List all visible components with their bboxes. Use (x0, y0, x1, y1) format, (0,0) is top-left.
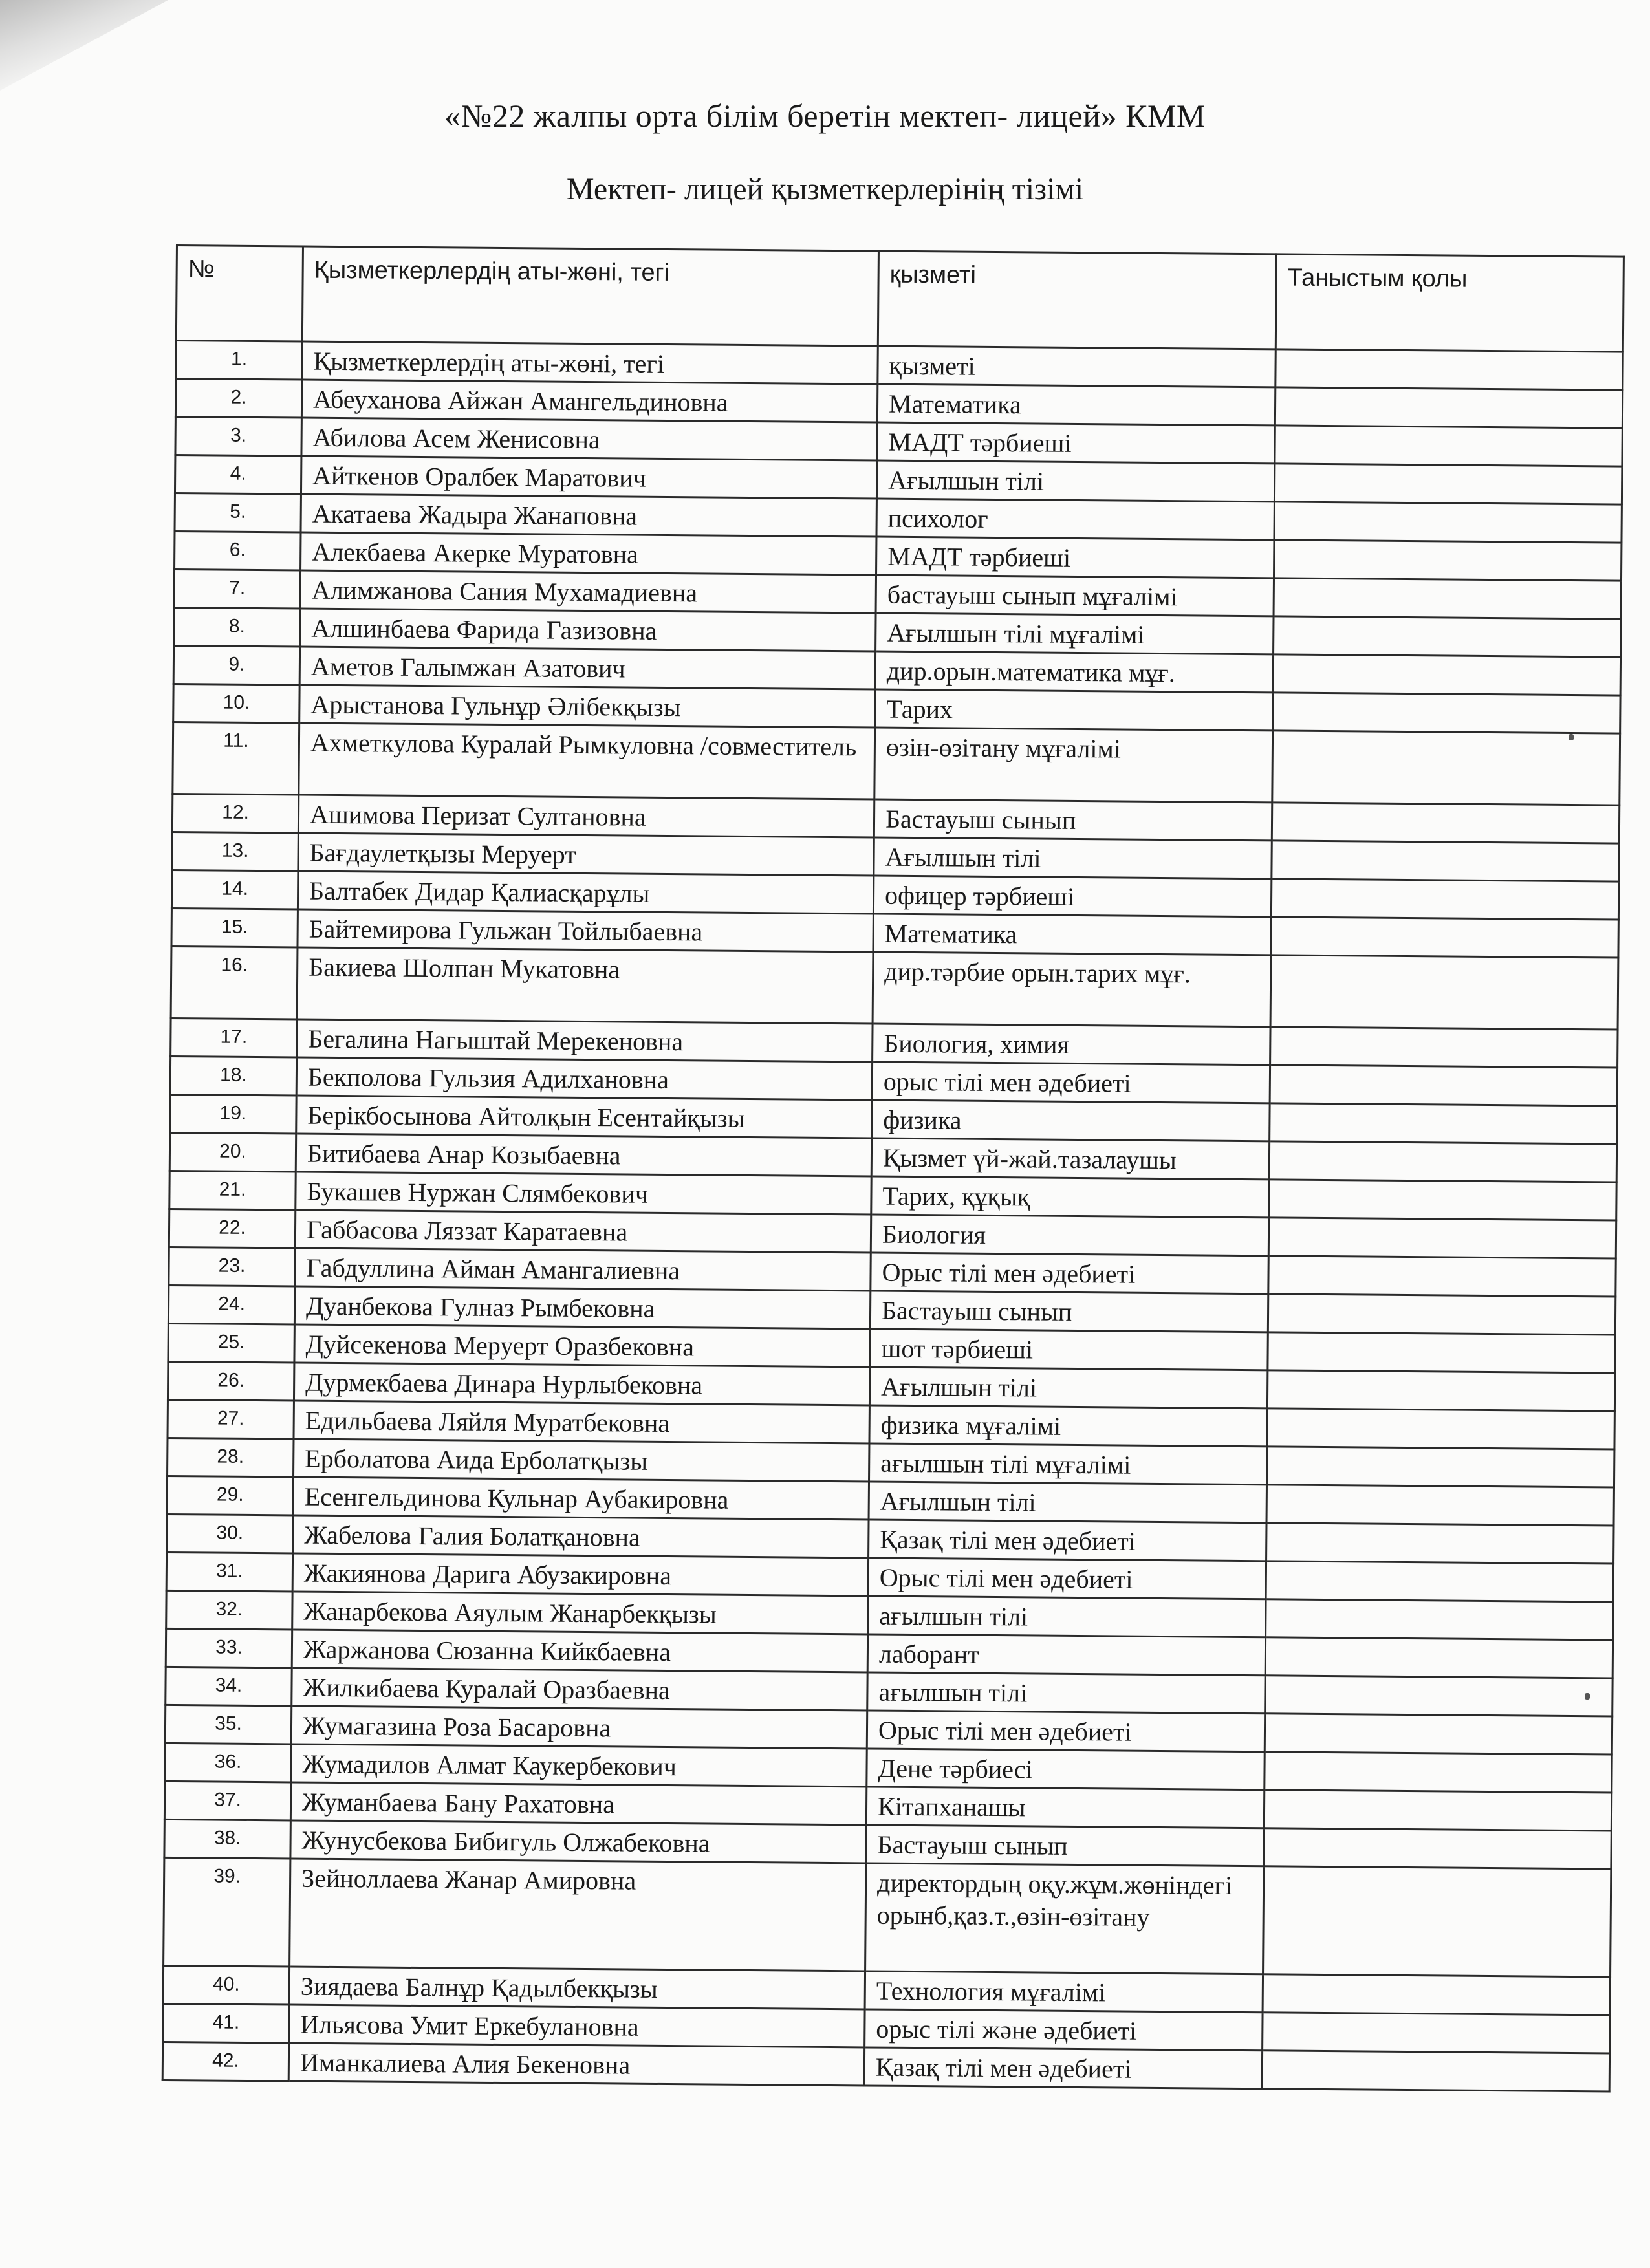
row-signature (1265, 1637, 1612, 1678)
row-number: 9. (173, 645, 299, 685)
row-name: Арыстанова Гульнұр Әлібекқызы (299, 685, 875, 728)
scan-speck (1585, 1693, 1590, 1700)
row-name: Айткенов Оралбек Маратович (301, 456, 876, 499)
row-position: Математика (873, 914, 1271, 955)
row-number: 12. (172, 794, 298, 833)
row-position: өзін-өзітану мұғалімі (874, 728, 1273, 803)
table-row (171, 946, 1618, 1030)
row-position: Қызмет үй-жай.тазалаушы (871, 1138, 1269, 1180)
row-signature (1268, 1256, 1616, 1297)
row-position: бастауыш сынып мұғалімі (876, 575, 1274, 616)
row-signature (1273, 693, 1620, 733)
table-body (162, 341, 1623, 2091)
row-number: 4. (175, 455, 301, 495)
row-name: Қызметкерлердің аты-жөні, тегі (302, 341, 878, 384)
row-name: Жумагазина Роза Басаровна (291, 1706, 867, 1749)
row-number: 18. (170, 1056, 296, 1096)
row-name: Дуанбекова Гулназ Рымбековна (294, 1286, 870, 1329)
row-name: Дурмекбаева Динара Нурлыбековна (294, 1363, 869, 1405)
row-signature (1268, 1218, 1616, 1258)
row-signature (1266, 1447, 1614, 1487)
row-name: Дуйсекенова Меруерт Оразбековна (294, 1324, 870, 1367)
row-number: 28. (168, 1438, 294, 1477)
row-signature (1274, 578, 1621, 619)
row-position: ағылшын тілі (868, 1596, 1266, 1637)
row-name: Абеуханова Айжан Амангельдиновна (301, 380, 877, 422)
row-position: Бастауыш сынып (866, 1825, 1264, 1866)
header-name: Қызметкерлердің аты-жөні, тегі (302, 246, 878, 346)
row-number: 15. (171, 908, 298, 947)
row-signature (1264, 1828, 1611, 1869)
row-name: Бағдаулетқызы Меруерт (298, 833, 874, 876)
row-number: 24. (168, 1285, 294, 1324)
row-number: 5. (175, 493, 301, 532)
row-number: 8. (174, 607, 300, 647)
row-name: Балтабек Дидар Қалиасқарұлы (298, 871, 873, 914)
row-name: Зиядаева Балнұр Қадылбекқызы (289, 1967, 865, 2009)
row-signature (1266, 1523, 1614, 1564)
row-number: 10. (173, 684, 299, 723)
header-number: № (176, 246, 303, 342)
row-position: қызметі (878, 346, 1275, 387)
row-number: 22. (169, 1209, 295, 1248)
row-name: Едильбаева Ляйля Муратбековна (294, 1401, 869, 1443)
row-number: 23. (169, 1247, 295, 1286)
row-number: 29. (167, 1476, 293, 1515)
row-name: Букашев Нуржан Слямбекович (296, 1172, 871, 1215)
row-signature (1274, 616, 1621, 657)
row-name: Зейноллаева Жанар Амировна (290, 1859, 866, 1971)
row-number: 1. (176, 341, 302, 380)
row-number: 39. (164, 1857, 290, 1967)
staff-table-wrapper (162, 244, 1623, 2092)
row-position: Биология (871, 1215, 1268, 1256)
row-number: 7. (174, 569, 300, 609)
row-name: Жаржанова Сюзанна Кийкбаевна (292, 1630, 867, 1672)
row-signature (1274, 464, 1622, 504)
row-number: 26. (168, 1361, 294, 1401)
header-position: қызметі (878, 251, 1276, 349)
row-position: физика мұғалімі (869, 1405, 1267, 1447)
row-number: 2. (175, 379, 301, 418)
row-name: Габдуллина Айман Амангалиевна (295, 1248, 871, 1291)
row-name: Жабелова Галия Болатқановна (293, 1515, 869, 1558)
row-signature (1263, 1866, 1611, 1977)
row-signature (1275, 387, 1622, 428)
header-signature: Таныстым қолы (1275, 254, 1623, 352)
document-title: «№22 жалпы орта білім беретін мектеп- лицей» КММ (444, 98, 1206, 134)
row-position: МАДТ тәрбиеші (876, 537, 1274, 578)
row-name: Жунусбекова Бибигуль Олжабековна (290, 1820, 866, 1863)
row-position: Ағылшын тілі (874, 837, 1272, 879)
row-signature (1270, 955, 1618, 1030)
row-position: Қазақ тілі мен әдебиеті (864, 2047, 1262, 2089)
row-signature (1271, 879, 1618, 920)
row-position: МАДТ тәрбиеші (877, 422, 1275, 464)
row-number: 17. (171, 1018, 297, 1057)
row-signature (1267, 1409, 1614, 1449)
row-position: Тарих, құқық (871, 1176, 1269, 1218)
row-signature (1274, 540, 1622, 581)
row-number: 27. (168, 1399, 294, 1439)
row-name: Бекполова Гульзия Адилхановна (296, 1057, 872, 1100)
row-signature (1275, 426, 1622, 466)
row-position: Бастауыш сынып (870, 1291, 1268, 1332)
row-signature (1263, 2013, 1610, 2053)
scan-speck (1569, 734, 1574, 740)
row-signature (1265, 1752, 1612, 1793)
row-position: Кітапханашы (866, 1787, 1264, 1828)
row-number: 6. (175, 531, 301, 570)
row-name: Жумадилов Алмат Каукербекович (291, 1744, 867, 1787)
row-name: Берікбосынова Айтолқын Есентайқызы (296, 1096, 872, 1138)
row-name: Есенгельдинова Кульнар Аубакировна (293, 1477, 869, 1520)
row-signature (1272, 841, 1619, 881)
row-signature (1266, 1561, 1613, 1602)
row-position: дир.орын.математика мұғ. (875, 651, 1273, 693)
row-number: 14. (171, 870, 298, 909)
row-number: 16. (171, 946, 298, 1019)
row-number: 42. (162, 2042, 288, 2081)
row-position: Ағылшын тілі (876, 460, 1274, 502)
row-number: 21. (169, 1171, 296, 1210)
row-position: Орыс тілі мен әдебиеті (868, 1558, 1266, 1599)
row-position: директордың оқу.жұм.жөніндегі орынб,қаз.т.,өзін-өзітану (865, 1863, 1264, 1974)
row-position: Технология мұғалімі (865, 1971, 1263, 2013)
row-name: Байтемирова Гульжан Тойлыбаевна (298, 909, 873, 952)
document-subtitle: Мектеп- лицей қызметкерлерінің тізімі (566, 172, 1084, 206)
row-position: Ағылшын тілі (869, 1482, 1266, 1523)
row-signature (1270, 1103, 1617, 1144)
row-signature (1269, 1180, 1616, 1220)
row-signature (1273, 654, 1620, 695)
row-position: лаборант (867, 1634, 1265, 1676)
row-number: 31. (166, 1552, 292, 1592)
table-row (173, 722, 1620, 805)
row-signature (1268, 1332, 1615, 1373)
row-name: Алимжанова Сания Мухамадиевна (300, 570, 876, 613)
row-number: 20. (169, 1132, 296, 1172)
row-position: физика (872, 1100, 1270, 1141)
row-name: Иманкалиева Алия Бекеновна (288, 2043, 864, 2086)
row-name: Жанарбекова Аяулым Жанарбекқызы (292, 1592, 868, 1634)
row-position: психолог (876, 499, 1274, 540)
row-position: Бастауыш сынып (874, 799, 1272, 841)
row-signature (1275, 349, 1623, 390)
row-signature (1268, 1294, 1615, 1335)
row-signature (1265, 1676, 1612, 1716)
row-signature (1269, 1141, 1616, 1182)
row-signature (1272, 803, 1619, 843)
row-number: 34. (166, 1667, 292, 1706)
row-position: ағылшын тілі мұғалімі (869, 1443, 1267, 1485)
table-header-row (176, 246, 1623, 352)
row-position: орыс тілі және әдебиеті (865, 2009, 1263, 2051)
row-name: Жуманбаева Бану Рахатовна (290, 1782, 866, 1825)
row-name: Алшинбаева Фарида Газизовна (300, 609, 876, 651)
staff-table (162, 244, 1625, 2093)
row-signature (1262, 2051, 1609, 2091)
row-number: 25. (168, 1323, 294, 1363)
row-name: Битибаева Анар Козыбаевна (296, 1134, 871, 1176)
row-position: Орыс тілі мен әдебиеті (871, 1253, 1268, 1294)
row-position: Ағылшын тілі (869, 1367, 1267, 1409)
row-signature (1271, 917, 1618, 958)
row-name: Ашимова Перизат Султановна (298, 795, 874, 837)
row-number: 35. (165, 1705, 291, 1744)
row-signature (1267, 1370, 1614, 1411)
row-signature (1265, 1714, 1612, 1755)
row-name: Ерболатова Аида Ерболатқызы (294, 1439, 869, 1482)
row-name: Ахметкулова Куралай Рымкуловна /совместитель (299, 723, 875, 799)
row-signature (1270, 1065, 1617, 1106)
row-number: 38. (164, 1819, 290, 1859)
row-position: дир.тәрбие орын.тарих мұғ. (873, 952, 1271, 1027)
row-number: 40. (163, 1965, 289, 2005)
row-number: 30. (167, 1514, 293, 1553)
row-number: 3. (175, 417, 301, 457)
row-name: Жилкибаева Куралай Оразбаевна (292, 1668, 867, 1711)
row-name: Алекбаева Акерке Муратовна (301, 532, 876, 575)
row-signature (1266, 1599, 1613, 1640)
row-number: 37. (164, 1781, 290, 1820)
row-name: Аметов Галымжан Азатович (299, 647, 875, 689)
row-position: шот тәрбиеші (870, 1329, 1268, 1370)
row-position: Тарих (875, 689, 1273, 731)
row-position: Қазақ тілі мен әдебиеті (869, 1520, 1266, 1561)
row-number: 36. (165, 1743, 291, 1782)
row-number: 33. (166, 1628, 292, 1668)
row-position: Дене тәрбиесі (867, 1749, 1265, 1790)
row-signature (1264, 1790, 1611, 1831)
row-name: Бакиева Шолпан Мукатовна (297, 947, 873, 1024)
row-position: орыс тілі мен әдебиеті (872, 1062, 1270, 1103)
row-name: Бегалина Нагыштай Мерекеновна (297, 1019, 873, 1062)
row-signature (1266, 1485, 1614, 1526)
row-position: офицер тәрбиеші (873, 876, 1271, 917)
row-signature (1263, 1974, 1610, 2015)
row-number: 32. (166, 1590, 292, 1630)
row-name: Габбасова Ляззат Каратаевна (295, 1210, 871, 1253)
row-position: Биология, химия (873, 1024, 1270, 1065)
row-position: Математика (877, 384, 1275, 426)
row-number: 41. (163, 2003, 289, 2043)
row-name: Жакиянова Дарига Абузакировна (292, 1553, 868, 1596)
row-signature (1270, 1027, 1618, 1068)
row-signature (1272, 731, 1620, 805)
row-name: Абилова Асем Женисовна (301, 418, 877, 460)
row-position: Ағылшын тілі мұғалімі (876, 613, 1274, 654)
row-signature (1274, 502, 1622, 543)
row-position: ағылшын тілі (867, 1672, 1265, 1714)
row-number: 19. (170, 1094, 296, 1134)
row-name: Ильясова Умит Еркебулановна (289, 2005, 865, 2047)
row-name: Акатаева Жадыра Жанаповна (301, 494, 876, 537)
row-number: 13. (172, 832, 298, 871)
table-row (164, 1857, 1611, 1977)
scan-corner-shadow (0, 0, 168, 91)
row-number: 11. (173, 722, 299, 795)
row-position: Орыс тілі мен әдебиеті (867, 1711, 1265, 1752)
